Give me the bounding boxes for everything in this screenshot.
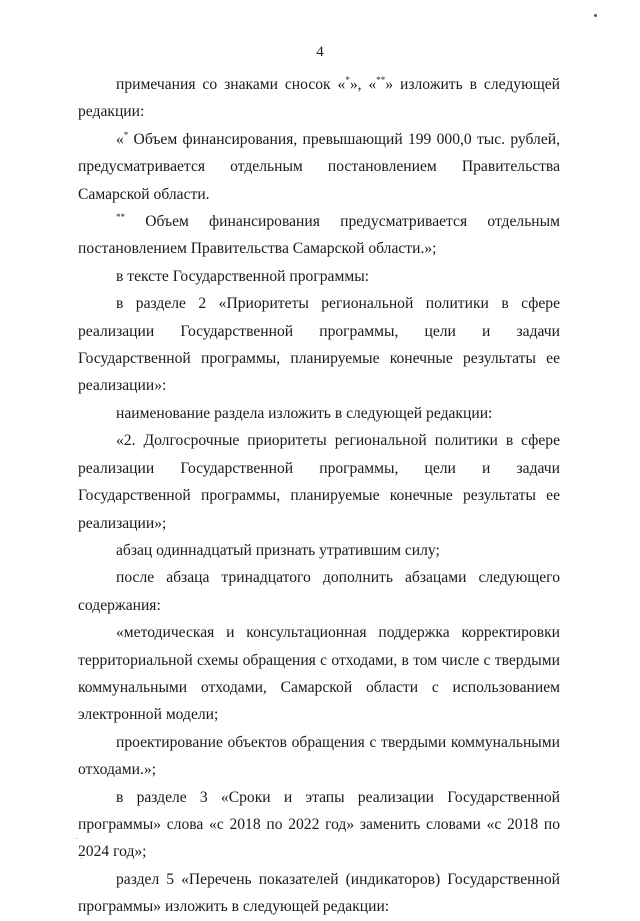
footnote-mark: *	[345, 74, 350, 85]
paragraph: наименование раздела изложить в следующей редакции:	[116, 404, 493, 422]
text-run: Объем финансирования, превышающий 199 000,0 тыс. рублей, предусматривается отдельным постановлением Правительства Самарской области.	[78, 130, 560, 203]
document-body	[78, 71, 560, 921]
text-run: примечания со знаками сносок «	[116, 76, 346, 93]
paragraph: в разделе 2 «Приоритеты региональной политики в сфере реализации Государственной программы, цели и задачи Государственной программы, планируемые конечные результаты ее реализации»:	[78, 295, 560, 395]
paragraph: в тексте Государственной программы:	[116, 267, 370, 285]
paragraph-footnote-1	[78, 126, 560, 208]
page-number: 4	[316, 44, 324, 60]
paragraph: абзац одиннадцатый признать утратившим силу;	[116, 541, 440, 559]
text-run: », «	[349, 76, 377, 93]
footnote-mark: *	[123, 129, 129, 140]
paragraph: проектирование объектов обращения с твердыми коммунальными отходами.»;	[78, 733, 560, 779]
text-run: » изложить в следующей редакции:	[78, 76, 561, 121]
text-run: Объем финансирования предусматривается отдельным постановлением Правительства Самарской области.»;	[78, 213, 560, 258]
paragraph: раздел 5 «Перечень показателей (индикаторов) Государственной программы» изложить в следующей редакции:	[78, 870, 560, 916]
footnote-mark: **	[116, 211, 125, 222]
paragraph: в разделе 3 «Сроки и этапы реализации Государственной программы» слова «с 2018 по 2022 год» заменить словами «с 2018 по 2024 год»;	[78, 788, 560, 861]
paragraph: «2. Долгосрочные приоритеты региональной политики в сфере реализации Государственной программы, цели и задачи Государственной программы, планируемые конечные результаты ее реализации»;	[78, 432, 560, 532]
scan-mark	[594, 14, 597, 17]
text-run: «	[116, 130, 124, 148]
footnote-mark: **	[376, 74, 386, 85]
scan-speck	[76, 838, 77, 839]
paragraph: «методическая и консультационная поддержка корректировки территориальной схемы обращения с отходами, в том числе с твердыми коммунальными отходами, Самарской области с использованием электронной модели;	[78, 624, 560, 724]
paragraph-footnote-2	[78, 208, 560, 263]
paragraph: после абзаца тринадцатого дополнить абзацами следующего содержания:	[78, 569, 560, 614]
paragraph-footnote-intro	[78, 71, 560, 126]
